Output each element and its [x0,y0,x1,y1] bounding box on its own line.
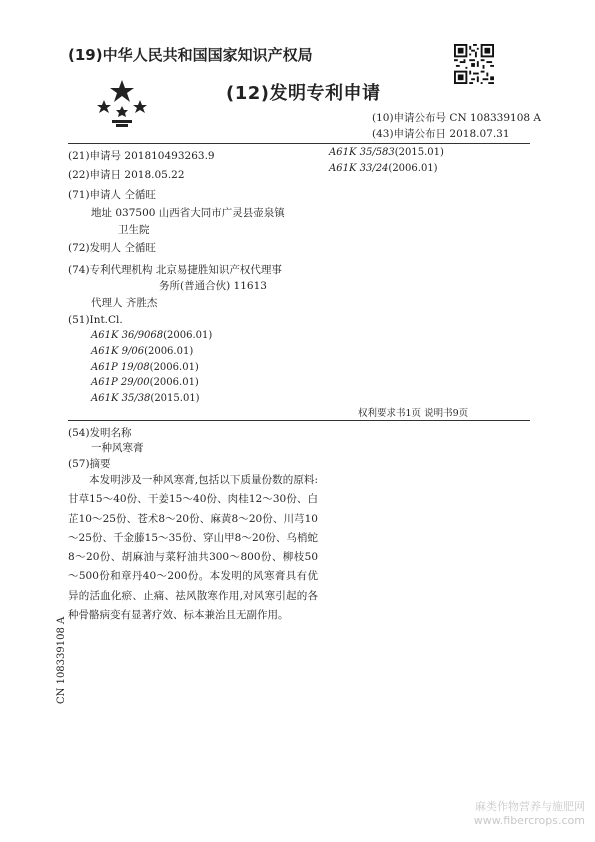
publication-date-label: (43)申请公布日 [372,128,447,140]
header-divider [68,143,530,144]
address-line-1: 037500 山西省大同市广灵县壶泉镇 [115,207,285,219]
ipc-version: (2006.01) [149,377,199,388]
publication-number: CN 108339108 A [449,112,542,124]
patent-office-emblem [92,78,152,130]
watermark-url: www.fibercrops.com [473,814,585,827]
agent-name: 齐胜杰 [125,297,158,309]
publication-date: 2018.07.31 [449,128,510,140]
publication-number-label: (10)申请公布号 [372,112,447,124]
abstract-text: 本发明涉及一种风寒膏,包括以下质量份数的原料:甘草15～40份、干姜15～40份、肉桂12～30份、白芷10～25份、苍术8～20份、麻黄8～20份、川芎10～25份、千金藤15～35份、穿山甲8～20份、乌梢蛇8～20份、胡麻油与菜籽油共300～800份、柳枝50～500份和章丹40～200份。本发明的风寒膏具有优异的活血化瘀、止痛、祛风散寒作用,对风寒引起的各种骨骼病变有显著疗效、标本兼治且无副作用。 [68,474,318,622]
ipc-version: (2006.01) [144,346,194,357]
publication-date-row [372,126,510,141]
ipc-version: (2015.01) [150,393,200,404]
ipc-version: (2006.01) [149,362,199,373]
page-count: 权利要求书1页 说明书9页 [358,408,469,419]
inventor-label: (72)发明人 [68,242,122,254]
applicant-row [68,187,156,202]
agency-line-1: 北京易捷胜知识产权代理事 [155,264,282,276]
watermark-title: 麻类作物营养与施肥网 [475,800,585,813]
agency-line-2: 务所(普通合伙) 11613 [159,280,267,292]
ipc-code-row [91,330,212,341]
ipc-code-row [91,346,193,357]
ipc-code: A61K 35/583 [329,147,395,158]
ipc-code: A61K 33/24 [329,163,389,174]
ipc-version: (2006.01) [163,330,213,341]
inventor-row [68,240,156,255]
ipc-code: A61K 36/9068 [91,330,164,341]
application-date-label: (22)申请日 [68,169,122,181]
address-row [91,205,285,220]
ipc-version: (2015.01) [394,147,444,158]
int-cl-label: (51)Int.Cl. [68,314,123,326]
issuing-office: (19)中华人民共和国国家知识产权局 [68,46,313,64]
ipc-code-row [91,393,200,404]
agent-label: 代理人 [91,297,123,309]
invention-title-label: (54)发明名称 [68,427,132,439]
address-label: 地址 [91,207,112,219]
agency-row [68,262,282,277]
application-date: 2018.05.22 [124,169,185,181]
side-publication-number: CN 108339108 A [56,616,67,704]
address-line-2: 卫生院 [118,224,150,236]
application-number-label: (21)申请号 [68,150,122,162]
applicant-name: 仝循旺 [124,189,156,201]
application-date-row [68,167,185,182]
inventor-name: 仝循旺 [124,242,156,254]
application-number: 201810493263.9 [124,150,215,162]
abstract-label: (57)摘要 [68,458,111,470]
publication-number-row [372,110,541,125]
agency-label: (74)专利代理机构 [68,264,153,276]
ipc-code-row [329,147,444,158]
ipc-code: A61K 9/06 [91,346,145,357]
applicant-label: (71)申请人 [68,189,122,201]
qr-code [454,44,494,84]
site-watermark [474,800,585,828]
ipc-code-row [329,163,438,174]
agent-row [91,295,157,310]
ipc-version: (2006.01) [388,163,438,174]
section-divider [68,420,530,421]
ipc-code: A61P 19/08 [91,362,150,373]
ipc-code-row [91,362,199,373]
application-number-row [68,148,215,163]
ipc-code-row [91,377,199,388]
invention-title: 一种风寒膏 [91,442,144,454]
ipc-code: A61P 29/00 [91,377,150,388]
document-type-title: (12)发明专利申请 [226,83,381,104]
ipc-code: A61K 35/38 [91,393,151,404]
